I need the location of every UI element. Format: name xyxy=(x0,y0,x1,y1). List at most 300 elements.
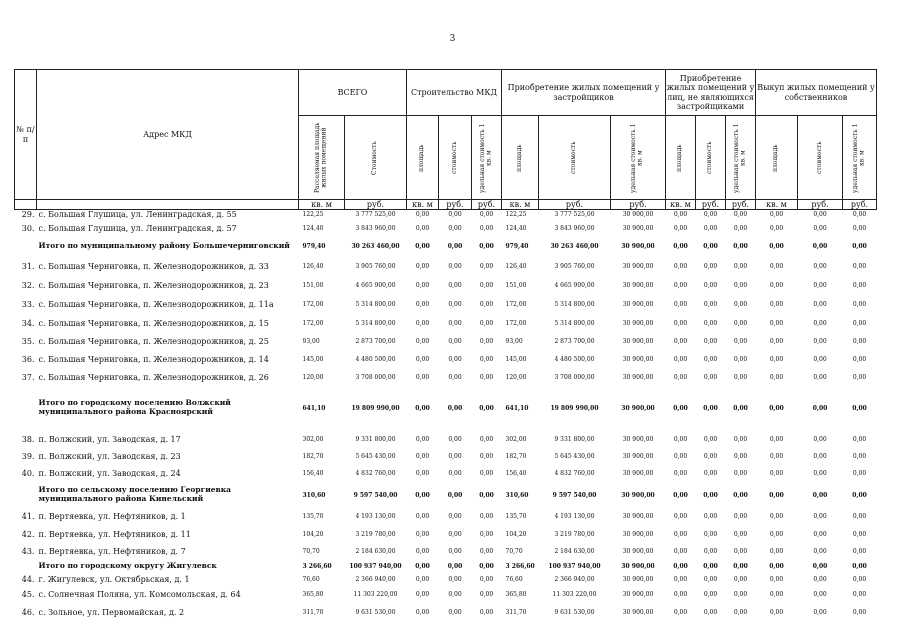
value-cell: 0,00 xyxy=(703,491,718,499)
value-cell: 9 631 530,00 xyxy=(355,608,396,616)
value-cell: 120,00 xyxy=(505,373,527,381)
unit-cell: руб. xyxy=(726,200,756,210)
value-cell: 0,00 xyxy=(769,224,784,232)
value-cell: 0,00 xyxy=(769,301,784,308)
value-cell: 0,00 xyxy=(415,262,430,270)
value-cell: 93,00 xyxy=(302,337,320,345)
row-number: 34. xyxy=(21,318,35,328)
value-cell: 0,00 xyxy=(813,373,827,381)
value-cell: 145,00 xyxy=(505,355,527,363)
value-cell: 311,70 xyxy=(505,608,527,616)
table-row xyxy=(15,350,877,368)
value-cell: 302,00 xyxy=(302,435,324,443)
value-cell: 0,00 xyxy=(733,262,748,270)
value-cell: 0,00 xyxy=(673,513,688,520)
value-cell: 30 900,00 xyxy=(622,453,654,460)
row-number: 42. xyxy=(21,529,35,539)
value-cell: 0,00 xyxy=(673,530,688,538)
value-cell: 0,00 xyxy=(813,262,827,270)
unit-cell: руб. xyxy=(843,200,877,210)
value-cell: 0,00 xyxy=(479,211,494,218)
value-cell: 0,00 xyxy=(733,513,748,520)
sub-header-cost: стоимость xyxy=(798,116,843,200)
value-cell: 0,00 xyxy=(813,211,827,218)
value-cell: 0,00 xyxy=(448,373,462,381)
value-cell: 0,00 xyxy=(733,301,748,308)
value-cell: 156,40 xyxy=(505,470,527,477)
value-cell: 0,00 xyxy=(703,530,718,538)
value-cell: 310,60 xyxy=(505,491,529,499)
value-cell: 0,00 xyxy=(703,470,718,477)
value-cell: 0,00 xyxy=(673,282,688,289)
value-cell: 0,00 xyxy=(852,575,867,583)
value-cell: 0,00 xyxy=(415,491,430,499)
row-address: с. Большая Черниговка, п. Железнодорожников, д. 14 xyxy=(38,354,269,364)
value-cell: 0,00 xyxy=(479,373,494,381)
value-cell: 30 900,00 xyxy=(621,563,655,570)
value-cell: 145,00 xyxy=(302,355,324,363)
value-cell: 0,00 xyxy=(448,530,462,538)
value-cell: 0,00 xyxy=(673,224,688,232)
table-row xyxy=(15,448,877,465)
value-cell: 182,70 xyxy=(302,453,324,460)
table-row xyxy=(15,210,877,220)
value-cell: 5 645 430,00 xyxy=(554,453,595,460)
row-number: 31. xyxy=(21,261,35,271)
row-number: 41. xyxy=(21,512,35,521)
value-cell: 0,00 xyxy=(852,453,867,460)
value-cell: 0,00 xyxy=(448,337,462,345)
value-cell: 3 708 000,00 xyxy=(355,373,396,381)
header-group-developers: Приобретение жилых помещений у застройщиков xyxy=(502,70,666,116)
value-cell: 0,00 xyxy=(852,355,867,363)
value-cell: 0,00 xyxy=(812,491,828,499)
value-cell: 0,00 xyxy=(813,575,827,583)
value-cell: 0,00 xyxy=(673,211,688,218)
value-cell: 0,00 xyxy=(733,470,748,477)
value-cell: 9 331 800,00 xyxy=(355,435,396,443)
value-cell: 172,00 xyxy=(302,319,324,327)
unit-cell: кв. м xyxy=(502,200,539,210)
value-cell: 0,00 xyxy=(813,590,827,598)
value-cell: 0,00 xyxy=(448,590,462,598)
value-cell: 3 708 000,00 xyxy=(554,373,595,381)
row-address: п. Вертяевка, ул. Нефтяников, д. 7 xyxy=(38,547,186,556)
value-cell: 0,00 xyxy=(479,319,494,327)
value-cell: 151,00 xyxy=(505,282,527,289)
row-address: с. Большая Черниговка, п. Железнодорожников, д. 25 xyxy=(38,336,269,346)
row-address: с. Большая Глушица, ул. Ленинградская, д. 57 xyxy=(38,223,237,233)
unit-cell: руб. xyxy=(345,200,407,210)
value-cell: 0,00 xyxy=(813,513,827,520)
value-cell: 0,00 xyxy=(415,404,430,412)
value-cell: 365,80 xyxy=(302,590,324,598)
value-cell: 0,00 xyxy=(415,224,430,232)
value-cell: 0,00 xyxy=(448,301,462,308)
sub-header-unit-cost: удельная стоимость 1 кв. м xyxy=(611,116,666,200)
value-cell: 0,00 xyxy=(769,435,784,443)
value-cell: 0,00 xyxy=(733,373,748,381)
value-cell: 0,00 xyxy=(733,563,748,570)
row-number: 30. xyxy=(21,223,35,233)
value-cell: 0,00 xyxy=(852,301,867,308)
value-cell: 2 366 940,00 xyxy=(554,575,595,583)
row-number: 33. xyxy=(21,300,35,309)
sub-header-cost: стоимость xyxy=(539,116,611,200)
value-cell: 0,00 xyxy=(733,319,748,327)
value-cell: 135,70 xyxy=(505,513,527,520)
value-cell: 4 480 500,00 xyxy=(355,355,396,363)
value-cell: 30 900,00 xyxy=(622,262,654,270)
value-cell: 0,00 xyxy=(673,548,688,555)
value-cell: 0,00 xyxy=(852,211,867,218)
row-address: с. Большая Черниговка, п. Железнодорожников, д. 33 xyxy=(38,261,269,271)
value-cell: 0,00 xyxy=(769,211,784,218)
value-cell: 0,00 xyxy=(448,453,462,460)
value-cell: 310,60 xyxy=(302,491,326,499)
row-address: с. Солнечная Поляна, ул. Комсомольская, д. 64 xyxy=(38,589,241,599)
value-cell: 172,00 xyxy=(302,301,324,308)
value-cell: 641,10 xyxy=(505,404,529,412)
unit-cell xyxy=(37,200,299,210)
value-cell: 0,00 xyxy=(448,319,462,327)
value-cell: 0,00 xyxy=(673,355,688,363)
value-cell: 2 184 630,00 xyxy=(554,548,595,555)
value-cell: 0,00 xyxy=(703,404,718,412)
value-cell: 2 366 940,00 xyxy=(355,575,396,583)
value-cell: 0,00 xyxy=(813,224,827,232)
header-group-non-developers: Приобретение жилых помещений у лиц, не являющихся застройщиками xyxy=(666,70,756,116)
value-cell: 0,00 xyxy=(415,435,430,443)
value-cell: 0,00 xyxy=(447,491,463,499)
table-row xyxy=(15,543,877,560)
value-cell: 30 900,00 xyxy=(622,435,654,443)
row-number: 35. xyxy=(21,336,35,346)
value-cell: 0,00 xyxy=(852,590,867,598)
value-cell: 0,00 xyxy=(415,282,430,289)
value-cell: 0,00 xyxy=(733,355,748,363)
value-cell: 0,00 xyxy=(769,262,784,270)
value-cell: 11 303 220,00 xyxy=(353,590,398,598)
value-cell: 3 843 960,00 xyxy=(355,224,396,232)
value-cell: 0,00 xyxy=(479,404,494,412)
value-cell: 0,00 xyxy=(769,373,784,381)
value-cell: 3 266,60 xyxy=(505,563,535,570)
table-row xyxy=(15,256,877,276)
subtotal-row xyxy=(15,482,877,508)
value-cell: 0,00 xyxy=(448,435,462,443)
value-cell: 0,00 xyxy=(852,470,867,477)
row-address: п. Вертяевка, ул. Нефтяников, д. 1 xyxy=(38,512,186,521)
value-cell: 0,00 xyxy=(479,355,494,363)
value-cell: 0,00 xyxy=(703,224,718,232)
value-cell: 0,00 xyxy=(703,513,718,520)
value-cell: 0,00 xyxy=(852,491,867,499)
unit-cell: кв. м xyxy=(299,200,345,210)
value-cell: 3 777 525,00 xyxy=(554,211,595,218)
value-cell: 0,00 xyxy=(733,590,748,598)
value-cell: 0,00 xyxy=(852,608,867,616)
value-cell: 0,00 xyxy=(769,530,784,538)
row-number xyxy=(15,482,37,508)
value-cell: 0,00 xyxy=(448,262,462,270)
value-cell: 0,00 xyxy=(415,513,430,520)
value-cell: 0,00 xyxy=(852,337,867,345)
value-cell: 0,00 xyxy=(448,548,462,555)
value-cell: 365,80 xyxy=(505,590,527,598)
value-cell: 0,00 xyxy=(479,243,494,250)
value-cell: 0,00 xyxy=(769,513,784,520)
value-cell: 0,00 xyxy=(813,337,827,345)
value-cell: 0,00 xyxy=(479,470,494,477)
value-cell: 3 905 760,00 xyxy=(355,262,396,270)
value-cell: 104,20 xyxy=(302,530,324,538)
value-cell: 0,00 xyxy=(852,548,867,555)
value-cell: 0,00 xyxy=(479,513,494,520)
value-cell: 30 900,00 xyxy=(622,575,654,583)
sub-header-unit-cost: удельная стоимость 1 кв. м xyxy=(726,116,756,200)
value-cell: 30 900,00 xyxy=(622,470,654,477)
value-cell: 3 219 780,00 xyxy=(355,530,396,538)
value-cell: 182,70 xyxy=(505,453,527,460)
units-row xyxy=(15,200,877,210)
value-cell: 0,00 xyxy=(769,608,784,616)
table-row xyxy=(15,585,877,603)
value-cell: 0,00 xyxy=(673,301,688,308)
value-cell: 641,10 xyxy=(302,404,326,412)
table-row xyxy=(15,465,877,482)
value-cell: 93,00 xyxy=(505,337,523,345)
value-cell: 0,00 xyxy=(673,590,688,598)
unit-cell: руб. xyxy=(798,200,843,210)
value-cell: 3 219 780,00 xyxy=(554,530,595,538)
value-cell: 979,40 xyxy=(505,243,529,250)
value-cell: 3 777 525,00 xyxy=(355,211,396,218)
value-cell: 104,20 xyxy=(505,530,527,538)
value-cell: 0,00 xyxy=(479,301,494,308)
value-cell: 76,60 xyxy=(302,575,320,583)
sub-header-cost: стоимость xyxy=(439,116,472,200)
row-number: 32. xyxy=(21,281,35,290)
row-number xyxy=(15,237,37,256)
value-cell: 0,00 xyxy=(852,262,867,270)
value-cell: 0,00 xyxy=(733,530,748,538)
row-address: п. Вертяевка, ул. Нефтяников, д. 11 xyxy=(38,529,191,539)
row-number xyxy=(15,560,37,573)
value-cell: 100 937 940,00 xyxy=(548,563,601,570)
sub-header-area: площадь xyxy=(407,116,439,200)
value-cell: 0,00 xyxy=(415,301,430,308)
unit-cell: руб. xyxy=(611,200,666,210)
value-cell: 0,00 xyxy=(812,404,828,412)
value-cell: 0,00 xyxy=(813,453,827,460)
value-cell: 5 314 800,00 xyxy=(554,301,595,308)
value-cell: 0,00 xyxy=(703,590,718,598)
value-cell: 0,00 xyxy=(733,491,748,499)
value-cell: 70,70 xyxy=(505,548,523,555)
value-cell: 0,00 xyxy=(703,563,718,570)
value-cell: 4 193 130,00 xyxy=(554,513,595,520)
sub-header-area: Расселяемая площадь жилых помещений xyxy=(299,116,345,200)
table-row xyxy=(15,276,877,295)
value-cell: 0,00 xyxy=(415,608,430,616)
row-address: п. Волжский, ул. Заводская, д. 24 xyxy=(38,469,181,478)
value-cell: 0,00 xyxy=(813,548,827,555)
table-row xyxy=(15,573,877,585)
unit-cell: кв. м xyxy=(407,200,439,210)
row-address: с. Большая Черниговка, п. Железнодорожников, д. 15 xyxy=(38,318,269,328)
value-cell: 0,00 xyxy=(813,608,827,616)
value-cell: 0,00 xyxy=(479,548,494,555)
value-cell: 0,00 xyxy=(769,575,784,583)
header-group-total: ВСЕГО xyxy=(299,70,407,116)
value-cell: 0,00 xyxy=(415,373,430,381)
value-cell: 979,40 xyxy=(302,243,326,250)
value-cell: 5 645 430,00 xyxy=(355,453,396,460)
row-address: п. Волжский, ул. Заводская, д. 17 xyxy=(38,434,181,444)
value-cell: 0,00 xyxy=(813,301,827,308)
row-number: 44. xyxy=(21,574,35,584)
sub-header-cost: Стоимость xyxy=(345,116,407,200)
value-cell: 311,70 xyxy=(302,608,324,616)
sub-header-unit-cost: удельная стоимость 1 кв. м xyxy=(472,116,502,200)
unit-cell: кв. м xyxy=(756,200,798,210)
value-cell: 0,00 xyxy=(479,530,494,538)
value-cell: 0,00 xyxy=(479,563,494,570)
value-cell: 0,00 xyxy=(733,608,748,616)
value-cell: 0,00 xyxy=(448,470,462,477)
row-address: с. Большая Глушица, ул. Ленинградская, д. 55 xyxy=(38,210,237,219)
value-cell: 0,00 xyxy=(673,262,688,270)
value-cell: 4 193 130,00 xyxy=(355,513,396,520)
value-cell: 30 900,00 xyxy=(622,530,654,538)
value-cell: 0,00 xyxy=(415,243,430,250)
sub-header-area: площадь xyxy=(502,116,539,200)
value-cell: 0,00 xyxy=(448,575,462,583)
row-number: 43. xyxy=(21,547,35,556)
value-cell: 0,00 xyxy=(813,319,827,327)
value-cell: 0,00 xyxy=(852,404,867,412)
value-cell: 135,70 xyxy=(302,513,324,520)
value-cell: 0,00 xyxy=(703,373,718,381)
subtotal-row xyxy=(15,386,877,430)
value-cell: 0,00 xyxy=(415,530,430,538)
value-cell: 30 900,00 xyxy=(622,513,654,520)
value-cell: 124,40 xyxy=(302,224,324,232)
value-cell: 0,00 xyxy=(769,243,784,250)
table-row xyxy=(15,430,877,448)
value-cell: 0,00 xyxy=(703,355,718,363)
value-cell: 0,00 xyxy=(813,355,827,363)
value-cell: 0,00 xyxy=(479,590,494,598)
value-cell: 120,00 xyxy=(302,373,324,381)
value-cell: 0,00 xyxy=(703,608,718,616)
value-cell: 302,00 xyxy=(505,435,527,443)
value-cell: 0,00 xyxy=(447,563,463,570)
row-number: 29. xyxy=(21,210,35,219)
value-cell: 30 900,00 xyxy=(621,243,655,250)
unit-cell: руб. xyxy=(439,200,472,210)
table-row xyxy=(15,508,877,525)
value-cell: 3 905 760,00 xyxy=(554,262,595,270)
value-cell: 0,00 xyxy=(769,563,784,570)
table-row xyxy=(15,219,877,237)
row-number: 38. xyxy=(21,434,35,444)
value-cell: 30 900,00 xyxy=(622,608,654,616)
value-cell: 3 843 960,00 xyxy=(554,224,595,232)
value-cell: 3 266,60 xyxy=(302,563,332,570)
value-cell: 0,00 xyxy=(852,435,867,443)
value-cell: 0,00 xyxy=(673,404,688,412)
value-cell: 0,00 xyxy=(769,319,784,327)
header-group-buyout: Выкуп жилых помещений у собственников xyxy=(756,70,877,116)
value-cell: 0,00 xyxy=(703,453,718,460)
value-cell: 4 832 760,00 xyxy=(355,470,396,477)
value-cell: 4 665 900,00 xyxy=(355,282,396,289)
unit-cell: руб. xyxy=(472,200,502,210)
row-number xyxy=(15,386,37,430)
value-cell: 0,00 xyxy=(852,243,867,250)
value-cell: 0,00 xyxy=(769,337,784,345)
row-address: с. Большая Черниговка, п. Железнодорожников, д. 11а xyxy=(38,300,274,309)
value-cell: 0,00 xyxy=(769,404,784,412)
value-cell: 0,00 xyxy=(733,282,748,289)
value-cell: 0,00 xyxy=(733,404,748,412)
value-cell: 30 900,00 xyxy=(622,319,654,327)
value-cell: 0,00 xyxy=(703,548,718,555)
value-cell: 0,00 xyxy=(769,282,784,289)
value-cell: 0,00 xyxy=(673,373,688,381)
value-cell: 30 263 460,00 xyxy=(550,243,599,250)
row-number: 46. xyxy=(21,607,35,617)
value-cell: 0,00 xyxy=(852,282,867,289)
value-cell: 5 314 800,00 xyxy=(355,301,396,308)
value-cell: 70,70 xyxy=(302,548,320,555)
value-cell: 0,00 xyxy=(415,211,430,218)
value-cell: 0,00 xyxy=(448,224,462,232)
row-address: п. Волжский, ул. Заводская, д. 23 xyxy=(38,452,181,461)
value-cell: 0,00 xyxy=(769,355,784,363)
value-cell: 0,00 xyxy=(479,282,494,289)
value-cell: 0,00 xyxy=(733,453,748,460)
value-cell: 0,00 xyxy=(673,319,688,327)
value-cell: 30 900,00 xyxy=(621,491,655,499)
value-cell: 0,00 xyxy=(479,262,494,270)
table-row xyxy=(15,314,877,332)
value-cell: 30 900,00 xyxy=(622,282,654,289)
value-cell: 151,00 xyxy=(302,282,324,289)
value-cell: 30 900,00 xyxy=(622,224,654,232)
value-cell: 30 900,00 xyxy=(622,211,654,218)
value-cell: 19 809 990,00 xyxy=(351,404,400,412)
sub-header-area: площадь xyxy=(666,116,696,200)
value-cell: 0,00 xyxy=(447,404,463,412)
value-cell: 0,00 xyxy=(673,243,688,250)
row-number: 39. xyxy=(21,452,35,461)
value-cell: 2 873 700,00 xyxy=(554,337,595,345)
value-cell: 30 900,00 xyxy=(622,548,654,555)
table-body xyxy=(15,210,877,622)
value-cell: 4 665 900,00 xyxy=(554,282,595,289)
row-address: Итого по городскому округу Жигулевск xyxy=(38,561,217,571)
value-cell: 0,00 xyxy=(673,337,688,345)
value-cell: 0,00 xyxy=(448,211,462,218)
row-address: Итого по сельскому поселению Георгиевка муниципального района Кинельский xyxy=(38,485,232,503)
subtotal-row xyxy=(15,237,877,256)
header-address: Адрес МКД xyxy=(37,70,299,200)
value-cell: 0,00 xyxy=(415,563,430,570)
value-cell: 0,00 xyxy=(852,224,867,232)
